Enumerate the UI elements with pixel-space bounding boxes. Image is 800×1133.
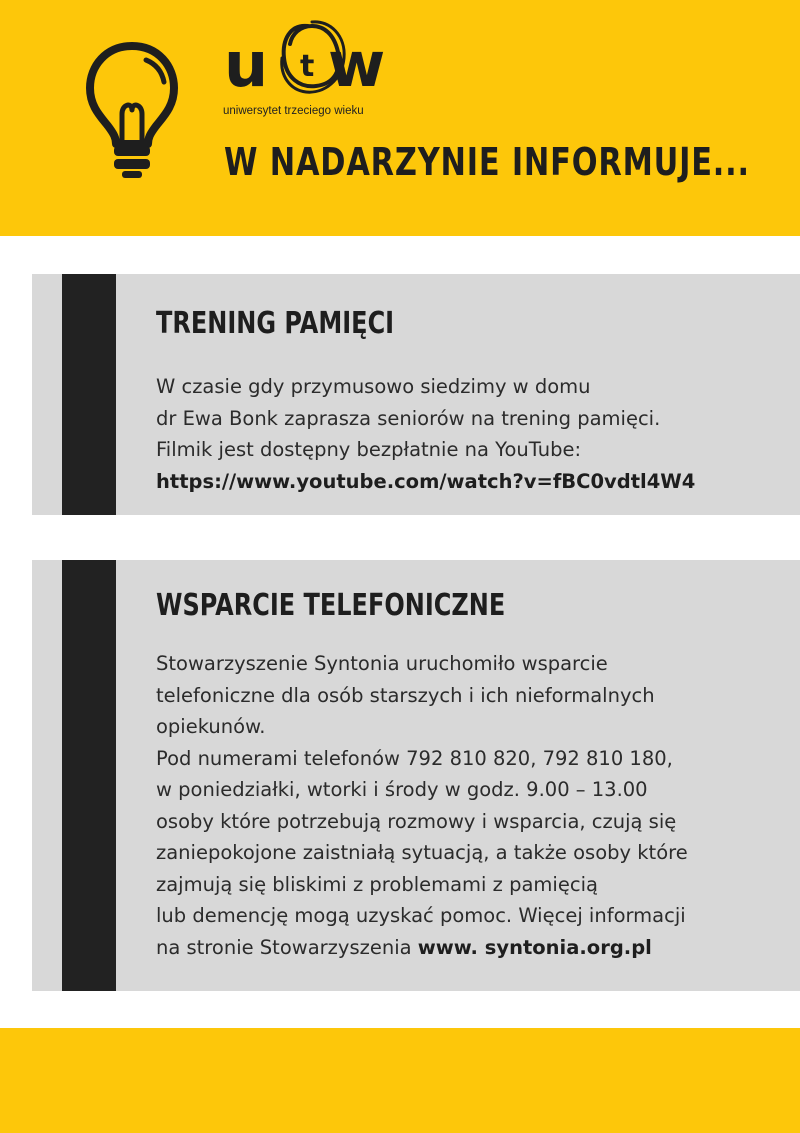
footer-band: [0, 1028, 800, 1133]
page-headline: W NADARZYNIE INFORMUJE...: [224, 140, 750, 184]
body-line-prefix: na stronie Stowarzyszenia: [156, 935, 418, 959]
section-accent-bar: [62, 274, 116, 515]
body-line-last: [156, 932, 688, 964]
section-title: WSPARCIE TELEFONICZNE: [156, 588, 506, 623]
logo-subtitle: uniwersytet trzeciego wieku: [223, 105, 364, 117]
body-line: lub demencję mogą uzyskać pomoc. Więcej informacji: [156, 904, 686, 927]
body-line: W czasie gdy przymusowo siedzimy w domu: [156, 375, 591, 398]
body-line: Filmik jest dostępny bezpłatnie na YouTube:: [156, 438, 582, 461]
section-body: [156, 371, 695, 497]
body-line: zaniepokojone zaistniałą sytuacją, a także osoby które: [156, 841, 688, 864]
section-body: [156, 648, 688, 963]
body-line: Stowarzyszenie Syntonia uruchomiło wsparcie: [156, 652, 608, 675]
svg-text:w: w: [328, 28, 386, 101]
body-line: opiekunów.: [156, 715, 266, 738]
section-title: TRENING PAMIĘCI: [156, 306, 395, 341]
syntonia-website-link[interactable]: www. syntonia.org.pl: [417, 935, 652, 959]
light-bulb-icon: [84, 40, 180, 180]
body-line: dr Ewa Bonk zaprasza seniorów na trening pamięci.: [156, 406, 661, 430]
svg-text:u: u: [224, 28, 269, 101]
body-line: osoby które potrzebują rozmowy i wsparcia, czują się: [156, 809, 677, 833]
body-line: Pod numerami telefonów 792 810 820, 792 810 180,: [156, 746, 673, 770]
body-line: w poniedziałki, wtorki i środy w godz. 9.00 – 13.00: [156, 778, 648, 801]
body-line: telefoniczne dla osób starszych i ich nieformalnych: [156, 683, 655, 707]
youtube-link[interactable]: https://www.youtube.com/watch?v=fBC0vdtl4W4: [156, 469, 696, 493]
svg-text:t: t: [300, 49, 315, 84]
body-line: zajmują się bliskimi z problemami z pamięcią: [156, 872, 598, 896]
section-accent-bar: [62, 560, 116, 991]
